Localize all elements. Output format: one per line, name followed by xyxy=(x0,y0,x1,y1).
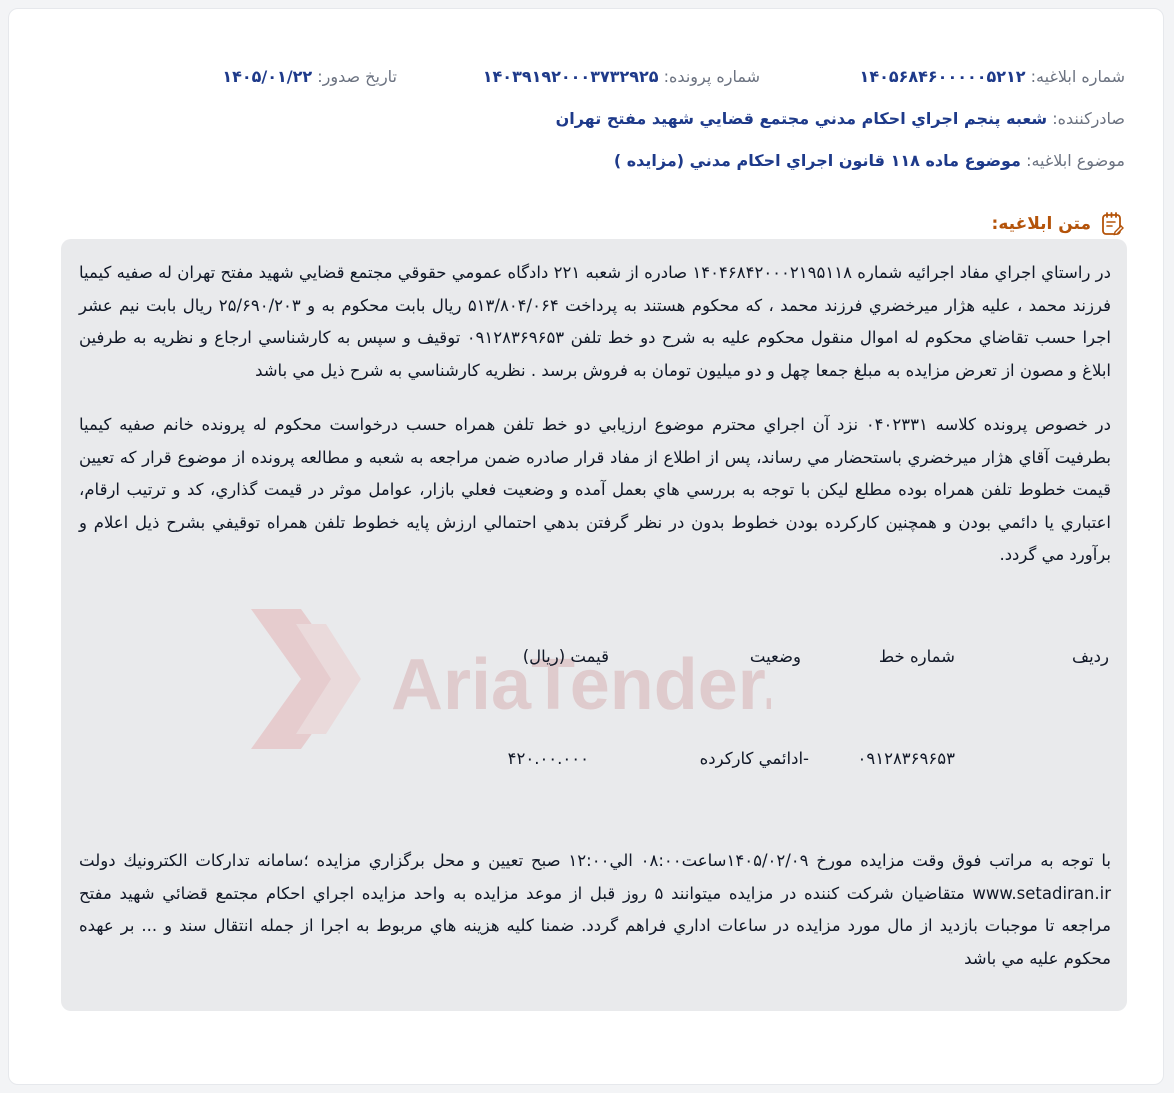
issue-date-label: تاریخ صدور: xyxy=(317,67,397,86)
document-edit-icon xyxy=(1099,211,1125,237)
watermark xyxy=(211,569,771,799)
paragraph-2: در خصوص پرونده كلاسه ۰۴۰۲۳۳۱ نزد آن اجراي محترم موضوع ارزيابي دو خط تلفن همراه حسب درخواست محكوم له پرونده خانم صفيه كيميا بطرفيت آقاي هژار ميرخضري باستحضار مي رساند، پس از اطلاع از مفاد قرار صادره ضمن مراجعه به شعبه و مطالعه پرونده از موضوع قرار كه تعيين قيمت خطوط تلفن همراه بوده مطلع ليكن با توجه به بررسي هاي بعمل آمده و وضعيت فعلي بازار، عوامل موثر در قيمت گذاري، كد و ترتيب ارقام، اعتباري يا دائمي بودن و همچنين كاركرده بودن خطوط بدون در نظر گرفتن بدهي احتمالي ارزش پايه خطوط تلفن همراه توقيفي بشرح ذيل اعلام و برآورد مي گردد. xyxy=(79,415,1111,564)
notice-number-field xyxy=(860,67,1125,86)
paragraph-3: با توجه به مراتب فوق وقت مزايده مورخ ۱۴۰۵/۰۲/۰۹ساعت۰۸:۰۰ الي۱۲:۰۰ صبح تعيين و محل برگزاري مزايده ؛سامانه تداركات الكترونيك دولت www.setadiran.ir متقاضيان شركت كننده در مزايده ميتوانند ۵ روز قبل از موعد مزايده به واحد مزايده اجراي احكام مجتمع قضائي شهيد مفتح مراجعه تا موجبات بازديد از مال مورد مزايده در ساعات اداري فراهم گردد. ضمنا كليه هزينه هاي مربوط به اجرا از جمله انتقال سند و ... بر عهده محكوم عليه مي باشد xyxy=(79,851,1111,968)
issue-date-value: ۱۴۰۵/۰۱/۲۲ xyxy=(222,67,313,86)
table-cell-status: -ادائمي كاركرده xyxy=(699,749,809,768)
issuer-value: شعبه پنجم اجراي احكام مدني مجتمع قضايي شهيد مفتح تهران xyxy=(555,109,1048,128)
case-number-value: ۱۴۰۳۹۱۹۲۰۰۰۳۷۳۲۹۲۵ xyxy=(482,67,659,86)
issuer-field xyxy=(556,109,1125,128)
notice-number-label: شماره ابلاغیه: xyxy=(1030,67,1125,86)
case-number-field xyxy=(483,67,760,86)
table-cell-line-number: ۰۹۱۲۸۳۶۹۶۵۳ xyxy=(857,749,955,768)
notice-number-value: ۱۴۰۵۶۸۴۶۰۰۰۰۰۵۲۱۲ xyxy=(859,67,1026,86)
table-cell-price: ۴۲۰.۰۰.۰۰۰ xyxy=(507,749,589,768)
watermark-text: AriaTender xyxy=(391,645,762,725)
subject-label: موضوع ابلاغیه: xyxy=(1026,151,1125,170)
subject-value: موضوع ماده ۱۱۸ قانون اجراي احكام مدني (مزايده ) xyxy=(613,151,1021,170)
case-number-label: شماره پرونده: xyxy=(663,67,760,86)
notice-body xyxy=(61,239,1127,1011)
section-title: متن ابلاغیه: xyxy=(991,214,1091,234)
table-header-price: قيمت (ريال) xyxy=(522,647,609,666)
watermark-logo-icon xyxy=(211,569,771,799)
issue-date-field xyxy=(222,67,397,86)
table-header-line-number: شماره خط xyxy=(878,647,955,666)
table-header-status: وضعيت xyxy=(749,647,801,666)
issuer-label: صادرکننده: xyxy=(1052,109,1125,128)
notice-card xyxy=(8,8,1164,1085)
paragraph-1: در راستاي اجراي مفاد اجرائيه شماره ۱۴۰۴۶۸۴۲۰۰۰۲۱۹۵۱۱۸ صادره از شعبه ۲۲۱ دادگاه عمومي حقوقي مجتمع قضايي شهيد مفتح تهران له صفيه كيميا فرزند محمد ، عليه هژار ميرخضري فرزند محمد ، كه محكوم هستند به پرداخت ۵۱۳/۸۰۴/۰۶۴ ريال بابت محكوم به و ۲۵/۶۹۰/۲۰۳ ريال بابت نيم عشر اجرا حسب تقاضاي محكوم له اموال منقول محكوم عليه به شرح دو خط تلفن ۰۹۱۲۸۳۶۹۶۵۳ توقيف و سپس به كارشناسي ارجاع و نظريه به طرفين ابلاغ و مصون از تعرض مزايده به مبلغ جمعا چهل و دو ميليون تومان به فروش برسد . نظريه كارشناسي به شرح ذيل مي باشد xyxy=(79,263,1111,380)
subject-field xyxy=(614,151,1125,170)
notice-text-heading xyxy=(992,211,1125,237)
table-header-row-number: رديف xyxy=(1072,647,1109,666)
